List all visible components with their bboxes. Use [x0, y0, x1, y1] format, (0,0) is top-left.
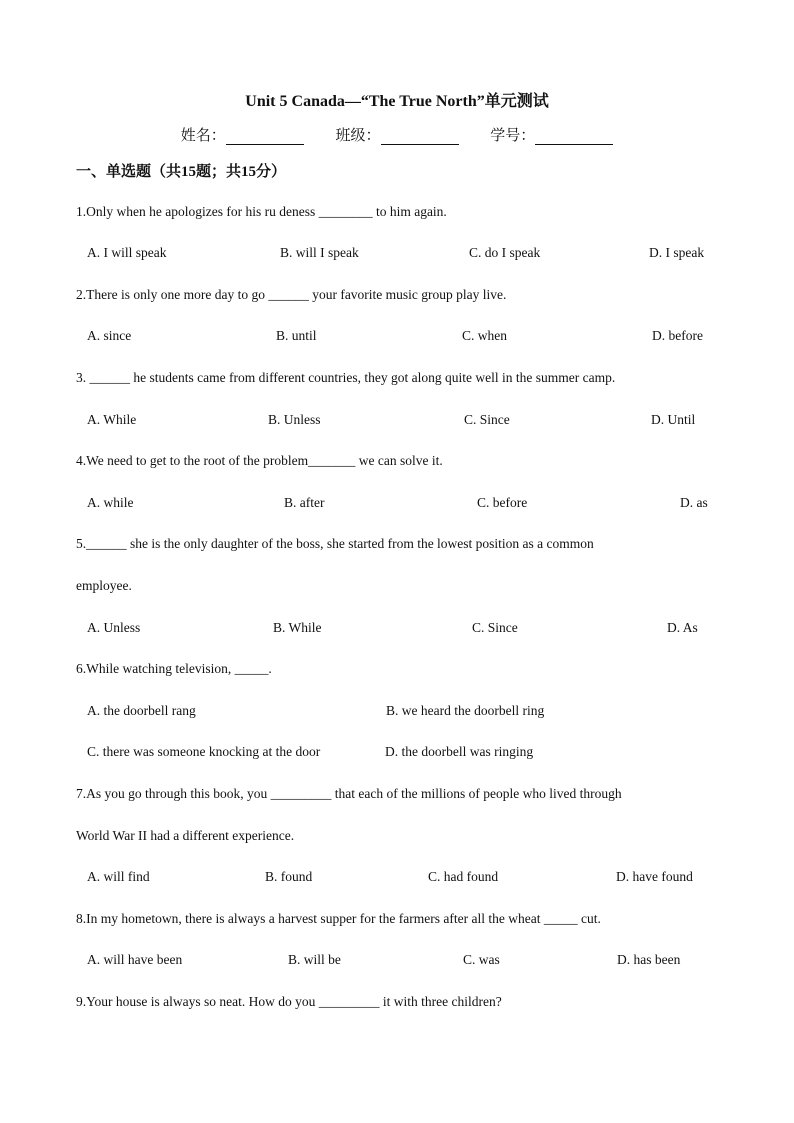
question-7: 7.As you go through this book, you _________ that each of the millions of people who lived through	[76, 786, 622, 801]
option-4b: B. after	[284, 495, 325, 510]
class-blank[interactable]	[381, 130, 459, 145]
option-7d: D. have found	[616, 869, 693, 884]
page-title: Unit 5 Canada—“The True North”单元测试	[245, 93, 549, 110]
id-blank[interactable]	[535, 130, 613, 145]
question-2: 2.There is only one more day to go ______ your favorite music group play live.	[76, 287, 507, 302]
option-3d: D. Until	[651, 412, 696, 427]
question-5-continued: employee.	[76, 578, 132, 593]
student-info-row	[0, 124, 794, 145]
option-8a: A. will have been	[87, 952, 183, 967]
class-field[interactable]	[335, 128, 458, 144]
option-1c: C. do I speak	[469, 245, 541, 260]
id-label: 学号：	[490, 128, 536, 144]
option-8c: C. was	[463, 952, 500, 967]
name-blank[interactable]	[226, 130, 304, 145]
option-8d: D. has been	[617, 952, 681, 967]
option-7b: B. found	[265, 869, 313, 884]
option-1d: D. I speak	[649, 245, 705, 260]
option-8b: B. will be	[288, 952, 341, 967]
option-1a: A. I will speak	[87, 245, 167, 260]
question-6: 6.While watching television, _____.	[76, 661, 272, 676]
option-3b: B. Unless	[268, 412, 321, 427]
option-2a: A. since	[87, 328, 132, 343]
option-6a: A. the doorbell rang	[87, 703, 196, 718]
option-5a: A. Unless	[87, 620, 141, 635]
option-2c: C. when	[462, 328, 507, 343]
question-3: 3. ______ he students came from different countries, they got along quite well in the summer camp.	[76, 370, 616, 385]
question-4: 4.We need to get to the root of the problem_______ we can solve it.	[76, 453, 443, 468]
option-5d: D. As	[667, 620, 698, 635]
option-4a: A. while	[87, 495, 134, 510]
option-7c: C. had found	[428, 869, 499, 884]
option-6b: B. we heard the doorbell ring	[386, 703, 545, 718]
option-4d: D. as	[680, 495, 708, 510]
option-3a: A. While	[87, 412, 137, 427]
name-label: 姓名：	[180, 128, 226, 144]
name-field[interactable]	[181, 128, 304, 144]
question-1: 1.Only when he apologizes for his ru deness ________ to him again.	[76, 204, 447, 219]
option-7a: A. will find	[87, 869, 150, 884]
id-field[interactable]	[490, 128, 613, 144]
option-6c: C. there was someone knocking at the door	[87, 744, 321, 759]
option-4c: C. before	[477, 495, 528, 510]
option-1b: B. will I speak	[280, 245, 359, 260]
option-6d: D. the doorbell was ringing	[385, 744, 534, 759]
section-heading: 一、单选题（共15题；共15分）	[76, 164, 287, 180]
option-2b: B. until	[276, 328, 317, 343]
question-9: 9.Your house is always so neat. How do you _________ it with three children?	[76, 994, 502, 1009]
option-5b: B. While	[273, 620, 322, 635]
question-7-continued: World War II had a different experience.	[76, 828, 295, 843]
option-5c: C. Since	[472, 620, 518, 635]
option-3c: C. Since	[464, 412, 510, 427]
question-8: 8.In my hometown, there is always a harvest supper for the farmers after all the wheat _____ cut.	[76, 911, 601, 926]
option-2d: D. before	[652, 328, 703, 343]
class-label: 班级：	[335, 128, 381, 144]
question-5: 5.______ she is the only daughter of the boss, she started from the lowest position as a common	[76, 536, 594, 551]
